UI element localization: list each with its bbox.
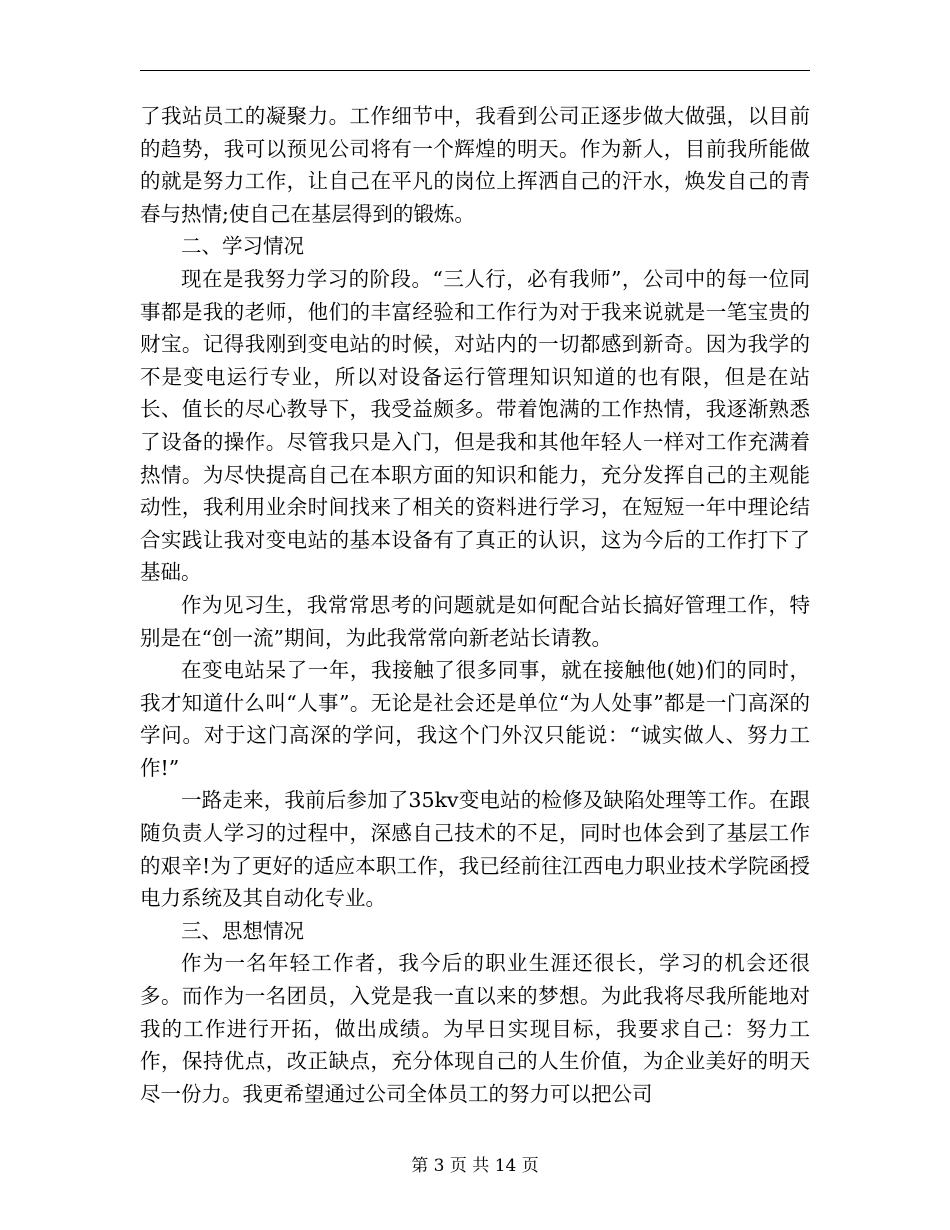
page-number-footer: 第 3 页 共 14 页 <box>411 1156 539 1176</box>
paragraph-maintenance: 一路走来，我前后参加了35kv变电站的检修及缺陷处理等工作。在跟随负责人学习的过程中，深感自己技术的不足，同时也体会到了基层工作的艰辛!为了更好的适应本职工作，我已经前往江西电力职业技术学院函授电力系统及其自动化专业。 <box>140 788 810 911</box>
header-rule <box>140 70 810 71</box>
paragraph-trainee: 作为见习生，我常常思考的问题就是如何配合站长搞好管理工作，特别是在“创一流”期间，为此我常常向新老站长请教。 <box>140 592 810 650</box>
paragraph-continuation: 了我站员工的凝聚力。工作细节中，我看到公司正逐步做大做强，以目前的趋势，我可以预见公司将有一个辉煌的明天。作为新人，目前我所能做的就是努力工作，让自己在平凡的岗位上挥洒自己的汗水，焕发自己的青春与热情;使自己在基层得到的锻炼。 <box>140 104 810 226</box>
paragraph-study-intro: 现在是我努力学习的阶段。“三人行，必有我师”，公司中的每一位同事都是我的老师，他们的丰富经验和工作行为对于我来说就是一笔宝贵的财宝。记得我刚到变电站的时候，对站内的一切都感到新奇。因为我学的不是变电运行专业，所以对设备运行管理知识知道的也有限，但是在站长、值长的尽心教导下，我受益颇多。带着饱满的工作热情，我逐渐熟悉了设备的操作。尽管我只是入门，但是我和其他年轻人一样对工作充满着热情。为尽快提高自己在本职方面的知识和能力，充分发挥自己的主观能动性，我利用业余时间找来了相关的资料进行学习，在短短一年中理论结合实践让我对变电站的基本设备有了真正的认识，这为今后的工作打下了基础。 <box>140 266 810 585</box>
section-heading-study: 二、学习情况 <box>181 234 304 259</box>
paragraph-thoughts: 作为一名年轻工作者，我今后的职业生涯还很长，学习的机会还很多。而作为一名团员，入党是我一直以来的梦想。为此我将尽我所能地对我的工作进行开拓，做出成绩。为早日实现目标，我要求自己：努力工作，保持优点，改正缺点，充分体现自己的人生价值，为企业美好的明天尽一份力。我更希望通过公司全体员工的努力可以把公司 <box>140 951 810 1106</box>
section-heading-thoughts: 三、思想情况 <box>181 918 304 943</box>
paragraph-colleagues: 在变电站呆了一年，我接触了很多同事，就在接触他(她)们的同时，我才知道什么叫“人事”。无论是社会还是单位“为人处事”都是一门高深的学问。对于这门高深的学问，我这个门外汉只能说：“诚实做人、努力工作!” <box>140 658 810 780</box>
document-body <box>140 100 810 1110</box>
